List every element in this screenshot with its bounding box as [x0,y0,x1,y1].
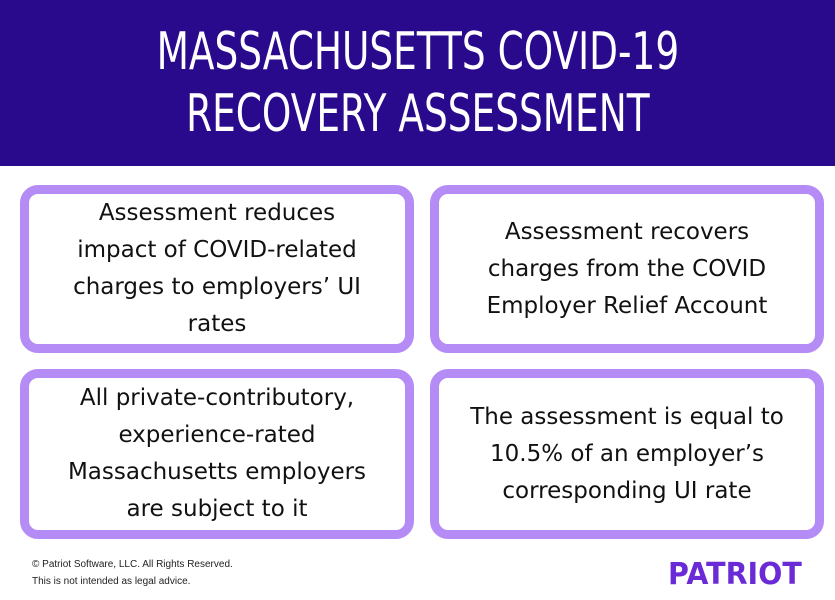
title-line-2: RECOVERY ASSESSMENT [185,84,650,144]
title-banner [0,0,835,166]
info-card-text: All private-contributory, experience-rated Massachusetts employers are subject to it [67,385,367,522]
patriot-logo: PATRIOT [668,557,802,592]
info-card-relief-account [430,185,824,353]
title-line-1: MASSACHUSETTS COVID-19 [156,22,679,82]
info-card-text: The assessment is equal to 10.5% of an employer’s corresponding UI rate [470,403,784,504]
copyright-notice: © Patriot Software, LLC. All Rights Reserved. [32,559,233,570]
info-card-ui-rates [20,185,414,353]
legal-disclaimer: This is not intended as legal advice. [32,576,191,587]
info-card-text: Assessment reduces impact of COVID-related charges to employers’ UI rates [73,200,361,337]
info-card-assessment-rate [430,369,824,539]
info-card-text: Assessment recovers charges from the COVID Employer Relief Account [486,218,768,319]
info-card-employers-subject [20,369,414,539]
